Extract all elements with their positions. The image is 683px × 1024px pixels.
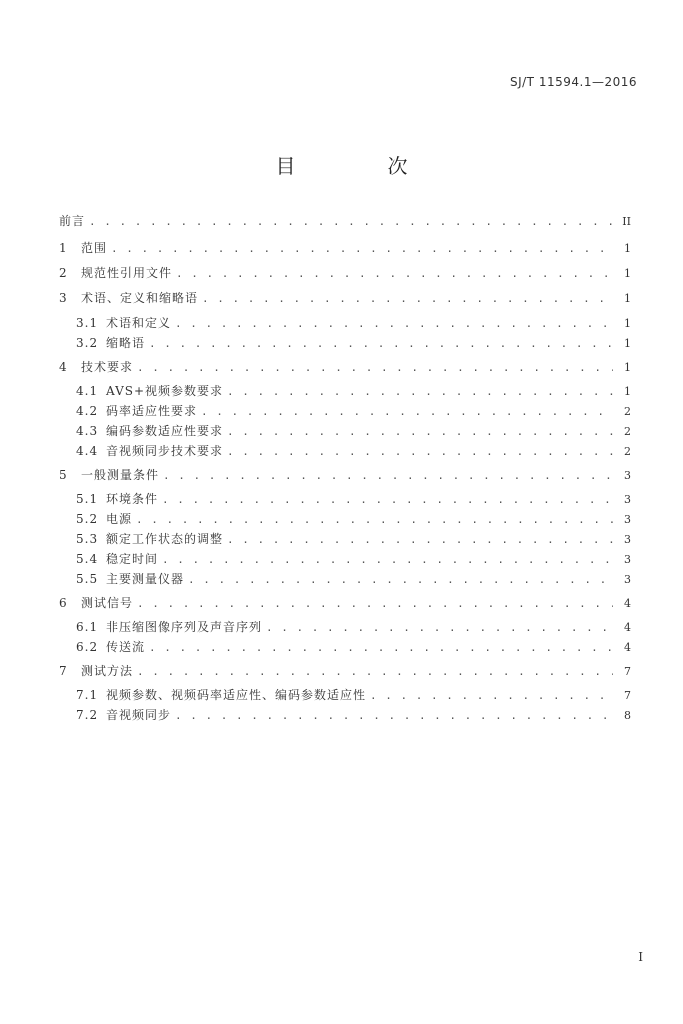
toc-entry-label: 测试信号 (81, 596, 134, 610)
toc-leader-dots (137, 662, 613, 682)
toc-entry-page: 1 (624, 242, 631, 255)
toc-entry-label: 码率适应性要求 (106, 404, 198, 418)
toc-entry-number: 6.1 (76, 620, 99, 634)
toc-entry[interactable] (59, 529, 631, 549)
toc-entry[interactable] (59, 211, 631, 231)
toc-entry-page: 1 (624, 292, 631, 305)
toc-entry-page: 3 (624, 573, 631, 586)
toc-entry-page: 4 (624, 621, 631, 634)
toc-entry-number: 4 (59, 360, 68, 374)
toc-leader-dots (162, 550, 613, 570)
toc-leader-dots (163, 466, 613, 486)
toc-entry-label: 电源 (106, 512, 133, 526)
toc-entry-page: 2 (624, 445, 631, 458)
toc-entry-number: 4.3 (76, 424, 99, 438)
toc-leader-dots (149, 334, 613, 354)
toc-entry-label: 测试方法 (81, 664, 134, 678)
toc-entry-label: 非压缩图像序列及声音序列 (106, 620, 263, 634)
toc-entry-page: 2 (624, 405, 631, 418)
toc-entry-label: 视频参数、视频码率适应性、编码参数适应性 (106, 688, 367, 702)
toc-entry-number: 7.2 (76, 708, 99, 722)
toc-entry-page: 4 (624, 641, 631, 654)
toc-entry-label: 缩略语 (106, 336, 146, 350)
toc-entry[interactable] (59, 238, 631, 258)
toc-entry[interactable] (59, 288, 631, 308)
toc-entry-label: 编码参数适应性要求 (106, 424, 224, 438)
toc-entry-number: 4.4 (76, 444, 99, 458)
toc-entry-number: 5.3 (76, 532, 99, 546)
toc-leader-dots (201, 402, 613, 422)
toc-entry[interactable] (59, 401, 631, 421)
toc-entry[interactable] (59, 685, 631, 705)
toc-leader-dots (175, 706, 613, 726)
toc-entry-number: 7.1 (76, 688, 99, 702)
toc-leader-dots (227, 442, 613, 462)
toc-entry-page: 3 (624, 533, 631, 546)
toc-entry[interactable] (59, 381, 631, 401)
toc-leader-dots (136, 510, 613, 530)
toc-entry-page: 1 (624, 385, 631, 398)
toc-entry[interactable] (59, 637, 631, 657)
toc-leader-dots (111, 239, 613, 259)
toc-entry[interactable] (59, 441, 631, 461)
toc-leader-dots (137, 594, 613, 614)
toc-entry-page: 7 (624, 665, 631, 678)
page-number: I (638, 950, 643, 964)
toc-leader-dots (202, 289, 613, 309)
toc-leader-dots (175, 314, 613, 334)
toc-entry-number: 1 (59, 241, 68, 255)
toc-entry-page: 2 (624, 425, 631, 438)
toc-leader-dots (266, 618, 613, 638)
toc-entry-number: 7 (59, 664, 68, 678)
toc-entry-number: 3 (59, 291, 68, 305)
page-title: 目 次 (275, 154, 444, 178)
toc-entry-page: 1 (624, 267, 631, 280)
toc-entry[interactable] (59, 509, 631, 529)
toc-entry-label: 技术要求 (81, 360, 134, 374)
toc-entry-page: 3 (624, 493, 631, 506)
toc-entry[interactable] (59, 661, 631, 681)
toc-entry-number: 5.5 (76, 572, 99, 586)
toc-entry[interactable] (59, 489, 631, 509)
toc-entry-page: II (622, 215, 631, 228)
toc-entry[interactable] (59, 593, 631, 613)
toc-leader-dots (89, 212, 613, 232)
toc-entry[interactable] (59, 705, 631, 725)
toc-entry-label: 环境条件 (106, 492, 159, 506)
toc-entry-label: 术语、定义和缩略语 (81, 291, 199, 305)
toc-entry-label: 音视频同步技术要求 (106, 444, 224, 458)
toc-entry-page: 1 (624, 361, 631, 374)
toc-entry-number: 4.1 (76, 384, 99, 398)
toc-entry-label: 传送流 (106, 640, 146, 654)
toc-leader-dots (227, 422, 613, 442)
toc-entry-page: 1 (624, 337, 631, 350)
toc-leader-dots (227, 530, 613, 550)
toc-entry[interactable] (59, 263, 631, 283)
toc-entry-label: 规范性引用文件 (81, 266, 173, 280)
toc-entry-label: 术语和定义 (106, 316, 172, 330)
toc-entry[interactable] (59, 465, 631, 485)
toc-entry-page: 3 (624, 553, 631, 566)
toc-entry-number: 2 (59, 266, 68, 280)
toc-entry[interactable] (59, 617, 631, 637)
toc-entry-page: 8 (624, 709, 631, 722)
toc-entry-number: 5 (59, 468, 68, 482)
toc-entry-number: 5.1 (76, 492, 99, 506)
toc-entry-label: 一般测量条件 (81, 468, 160, 482)
toc-leader-dots (370, 686, 613, 706)
toc-entry[interactable] (59, 357, 631, 377)
toc-entry-label: 主要测量仪器 (106, 572, 185, 586)
toc-leader-dots (176, 264, 613, 284)
toc-entry-number: 3.1 (76, 316, 99, 330)
toc-leader-dots (227, 382, 613, 402)
toc-leader-dots (162, 490, 613, 510)
toc-entry-page: 3 (624, 513, 631, 526)
toc-entry[interactable] (59, 549, 631, 569)
toc-entry-label: 音视频同步 (106, 708, 172, 722)
toc-entry-page: 3 (624, 469, 631, 482)
toc-entry[interactable] (59, 313, 631, 333)
toc-entry-number: 4.2 (76, 404, 99, 418)
toc-entry-page: 1 (624, 317, 631, 330)
toc-entry-number: 5.4 (76, 552, 99, 566)
toc-entry-label: AVS+视频参数要求 (106, 384, 224, 398)
toc-entry-number: 6.2 (76, 640, 99, 654)
toc-entry[interactable] (59, 333, 631, 353)
toc-leader-dots (188, 570, 613, 590)
toc-entry-page: 4 (624, 597, 631, 610)
toc-entry-label: 前言 (59, 214, 86, 228)
toc-entry-label: 范围 (81, 241, 108, 255)
standard-code: SJ/T 11594.1—2016 (509, 75, 637, 89)
toc-entry-number: 5.2 (76, 512, 99, 526)
toc-entry-label: 稳定时间 (106, 552, 159, 566)
toc-leader-dots (149, 638, 613, 658)
toc-entry-number: 3.2 (76, 336, 99, 350)
toc-entry[interactable] (59, 569, 631, 589)
toc-leader-dots (137, 358, 613, 378)
toc-entry-page: 7 (624, 689, 631, 702)
toc-entry-number: 6 (59, 596, 68, 610)
toc-entry-label: 额定工作状态的调整 (106, 532, 224, 546)
toc-entry[interactable] (59, 421, 631, 441)
